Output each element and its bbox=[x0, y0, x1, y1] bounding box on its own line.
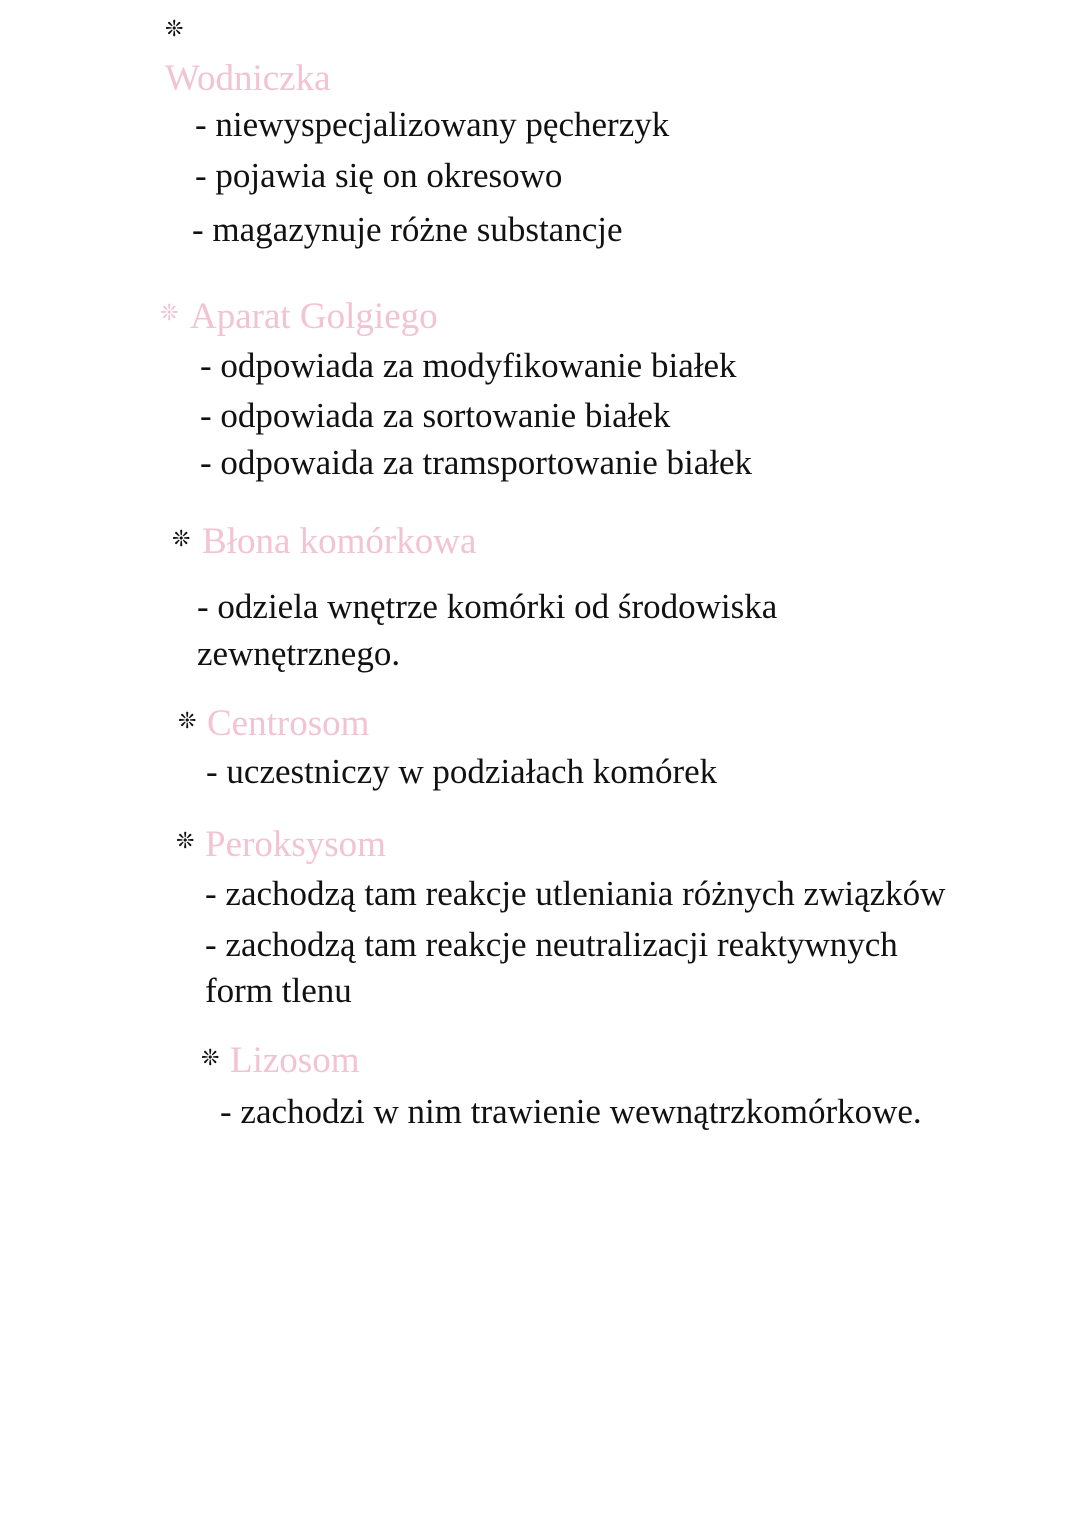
list-item: - odpowiada za modyfikowanie białek bbox=[200, 346, 737, 385]
asterisk-icon: ❊ bbox=[172, 526, 191, 551]
list-item: - magazynuje różne substancje bbox=[192, 210, 623, 249]
list-item: form tlenu bbox=[205, 971, 352, 1010]
heading-lizosom: Lizosom bbox=[230, 1040, 360, 1081]
heading-wodniczka: Wodniczka bbox=[165, 58, 331, 99]
heading-peroksysom: Peroksysom bbox=[205, 824, 386, 865]
list-item: - odziela wnętrze komórki od środowiska bbox=[197, 587, 778, 626]
asterisk-icon: ❊ bbox=[178, 708, 197, 733]
list-item: - niewyspecjalizowany pęcherzyk bbox=[195, 105, 670, 144]
asterisk-icon: ❊ bbox=[165, 16, 184, 41]
heading-blona-komorkowa: Błona komórkowa bbox=[202, 521, 477, 562]
asterisk-icon: ❊ bbox=[176, 828, 195, 853]
list-item: - zachodzi w nim trawienie wewnątrzkomórkowe. bbox=[220, 1092, 922, 1131]
heading-aparat-golgiego: Aparat Golgiego bbox=[190, 296, 438, 337]
list-item: - uczestniczy w podziałach komórek bbox=[206, 752, 718, 791]
list-item: - odpowiada za sortowanie białek bbox=[200, 396, 671, 435]
list-item: zewnętrznego. bbox=[197, 634, 401, 673]
heading-centrosom: Centrosom bbox=[207, 703, 370, 744]
list-item: - pojawia się on okresowo bbox=[195, 156, 563, 195]
asterisk-icon: ❊ bbox=[160, 300, 179, 325]
list-item: - odpowaida za tramsportowanie białek bbox=[200, 443, 753, 482]
asterisk-icon: ❊ bbox=[201, 1045, 220, 1070]
list-item: - zachodzą tam reakcje utleniania różnych związków bbox=[205, 874, 946, 913]
list-item: - zachodzą tam reakcje neutralizacji reaktywnych bbox=[205, 925, 898, 964]
